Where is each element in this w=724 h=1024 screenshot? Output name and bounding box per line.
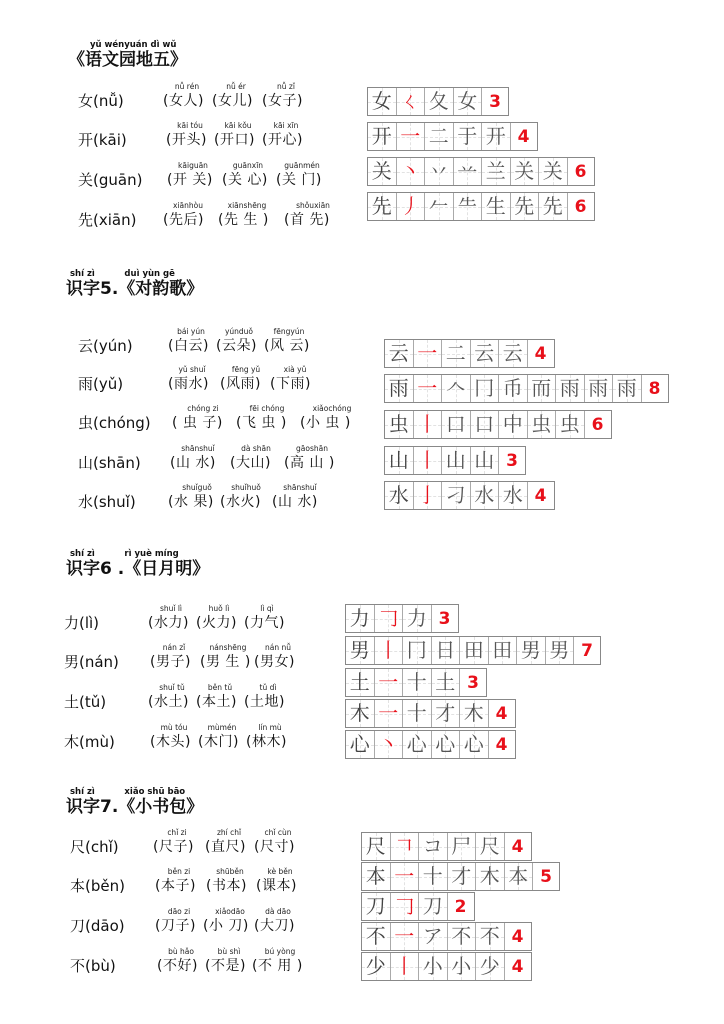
stroke-step-cell: ㄑ	[397, 88, 426, 115]
stroke-order-strip	[345, 699, 516, 728]
stroke-count: 3	[506, 450, 518, 471]
stroke-step-cell: 丿	[397, 193, 426, 220]
stroke-step-cell: 尺	[476, 833, 505, 860]
stroke-order-strip	[345, 604, 459, 633]
stroke-step-cell: 关	[539, 158, 568, 185]
stroke-step-cell: 雨	[556, 375, 585, 402]
stroke-char-cell: 尺	[362, 833, 391, 860]
stroke-step-cell: 关	[511, 158, 540, 185]
section-title-pinyin: shí zì rì yuè míng	[70, 549, 179, 559]
char-label: 虫(chóng)	[78, 414, 151, 432]
stroke-step-cell: 𠃌	[391, 893, 420, 920]
stroke-step-cell: 一	[391, 923, 420, 950]
stroke-step-cell: コ	[419, 833, 448, 860]
stroke-step-cell: 一	[391, 863, 420, 890]
stroke-step-cell: 水	[471, 482, 500, 509]
stroke-step-cell: 冂	[471, 375, 500, 402]
stroke-count: 8	[648, 378, 661, 399]
stroke-step-cell: 一	[414, 340, 443, 367]
stroke-count: 4	[534, 485, 547, 506]
stroke-step-cell: 丶	[397, 158, 426, 185]
stroke-step-cell: 丨	[391, 953, 420, 980]
stroke-order-strip	[384, 374, 669, 403]
stroke-count: 5	[540, 866, 552, 887]
stroke-step-cell: 小	[419, 953, 448, 980]
stroke-step-cell: 丷	[425, 158, 454, 185]
char-label: 开(kāi)	[78, 131, 127, 149]
stroke-step-cell: 云	[499, 340, 528, 367]
stroke-order-strip	[384, 339, 555, 368]
stroke-count: 4	[517, 126, 530, 147]
stroke-count: 3	[489, 91, 501, 112]
stroke-step-cell: 夂	[425, 88, 454, 115]
stroke-step-cell: 虫	[556, 411, 585, 438]
section-title-pinyin: shí zì xiǎo shū bāo	[70, 787, 186, 797]
stroke-step-cell: 女	[454, 88, 483, 115]
stroke-step-cell: 一	[375, 669, 404, 696]
stroke-step-cell: 生	[482, 193, 511, 220]
stroke-step-cell: 中	[499, 411, 528, 438]
stroke-order-strip	[361, 892, 475, 921]
stroke-step-cell: 冂	[403, 637, 432, 664]
stroke-order-strip	[361, 862, 560, 891]
stroke-step-cell: 小	[448, 953, 477, 980]
stroke-char-cell: 先	[368, 193, 397, 220]
stroke-step-cell: 雨	[613, 375, 642, 402]
stroke-order-strip	[367, 87, 509, 116]
stroke-step-cell: 木	[476, 863, 505, 890]
char-label: 本(běn)	[70, 877, 125, 895]
stroke-step-cell: 刀	[419, 893, 448, 920]
stroke-step-cell: 口	[442, 411, 471, 438]
stroke-step-cell: 𠆢	[442, 375, 471, 402]
stroke-count: 4	[495, 703, 508, 724]
stroke-step-cell: 心	[432, 731, 461, 758]
stroke-step-cell: 丨	[414, 447, 443, 474]
stroke-char-cell: 本	[362, 863, 391, 890]
stroke-order-strip	[367, 157, 595, 186]
char-label: 男(nán)	[64, 653, 119, 671]
stroke-step-cell: 土	[432, 669, 461, 696]
stroke-step-cell: ア	[419, 923, 448, 950]
stroke-step-cell: 二	[442, 340, 471, 367]
stroke-step-cell: 先	[539, 193, 568, 220]
stroke-step-cell: 尸	[448, 833, 477, 860]
stroke-char-cell: 刀	[362, 893, 391, 920]
stroke-step-cell: 男	[546, 637, 575, 664]
stroke-step-cell: 丨	[375, 637, 404, 664]
stroke-order-strip	[384, 410, 612, 439]
stroke-step-cell: 十	[403, 700, 432, 727]
stroke-step-cell: 日	[432, 637, 461, 664]
stroke-step-cell: 虫	[528, 411, 557, 438]
stroke-order-strip	[345, 668, 487, 697]
stroke-step-cell: 田	[489, 637, 518, 664]
stroke-char-cell: 少	[362, 953, 391, 980]
stroke-char-cell: 水	[385, 482, 414, 509]
stroke-step-cell: 𠂉	[425, 193, 454, 220]
stroke-char-cell: 关	[368, 158, 397, 185]
stroke-char-cell: 力	[346, 605, 375, 632]
stroke-char-cell: 女	[368, 88, 397, 115]
stroke-step-cell: 口	[471, 411, 500, 438]
stroke-count: 4	[511, 956, 524, 977]
stroke-step-cell: 䒑	[454, 158, 483, 185]
stroke-step-cell: 山	[442, 447, 471, 474]
char-label: 山(shān)	[78, 454, 141, 472]
stroke-count: 6	[591, 414, 604, 435]
char-label: 尺(chǐ)	[70, 838, 119, 856]
stroke-order-strip	[345, 636, 601, 665]
stroke-char-cell: 不	[362, 923, 391, 950]
section-title-text: 识字6 .《日月明》	[66, 559, 210, 579]
char-label: 关(guān)	[78, 171, 143, 189]
stroke-step-cell: 一	[397, 123, 426, 150]
stroke-step-cell: 二	[425, 123, 454, 150]
stroke-step-cell: 才	[432, 700, 461, 727]
stroke-step-cell: 本	[505, 863, 534, 890]
char-label: 水(shuǐ)	[78, 493, 136, 511]
stroke-step-cell: 才	[448, 863, 477, 890]
stroke-step-cell: 兰	[482, 158, 511, 185]
char-label: 木(mù)	[64, 733, 115, 751]
stroke-step-cell: 先	[511, 193, 540, 220]
stroke-order-strip	[361, 922, 532, 951]
stroke-count: 6	[574, 196, 587, 217]
stroke-step-cell: 十	[403, 669, 432, 696]
stroke-char-cell: 木	[346, 700, 375, 727]
stroke-step-cell: 刁	[442, 482, 471, 509]
stroke-count: 6	[574, 161, 587, 182]
char-label: 刀(dāo)	[70, 917, 125, 935]
stroke-step-cell: 丶	[375, 731, 404, 758]
stroke-char-cell: 土	[346, 669, 375, 696]
stroke-order-strip	[361, 832, 532, 861]
section-title-text: 《语文园地五》	[68, 50, 187, 70]
char-label: 先(xiān)	[78, 211, 137, 229]
stroke-order-strip	[345, 730, 516, 759]
stroke-step-cell: 心	[403, 731, 432, 758]
stroke-step-cell: 亅	[414, 482, 443, 509]
stroke-step-cell: 𠃍	[391, 833, 420, 860]
stroke-char-cell: 男	[346, 637, 375, 664]
stroke-step-cell: ⺧	[454, 193, 483, 220]
stroke-step-cell: 山	[471, 447, 500, 474]
stroke-char-cell: 雨	[385, 375, 414, 402]
stroke-char-cell: 山	[385, 447, 414, 474]
stroke-order-strip	[367, 122, 538, 151]
stroke-order-strip	[384, 446, 526, 475]
stroke-step-cell: 男	[517, 637, 546, 664]
stroke-step-cell: 心	[460, 731, 489, 758]
stroke-step-cell: 雨	[585, 375, 614, 402]
stroke-char-cell: 心	[346, 731, 375, 758]
stroke-step-cell: 木	[460, 700, 489, 727]
stroke-step-cell: 水	[499, 482, 528, 509]
stroke-count: 2	[454, 896, 467, 917]
stroke-count: 4	[534, 343, 547, 364]
char-label: 云(yún)	[78, 337, 133, 355]
stroke-count: 3	[467, 672, 479, 693]
section-title-pinyin: yǔ wényuán dì wǔ	[90, 40, 177, 50]
stroke-step-cell: 力	[403, 605, 432, 632]
char-label: 不(bù)	[70, 957, 116, 975]
stroke-step-cell: 丨	[414, 411, 443, 438]
section-title-text: 识字7.《小书包》	[66, 797, 204, 817]
stroke-step-cell: 不	[476, 923, 505, 950]
section-title-text: 识字5.《对韵歌》	[66, 279, 204, 299]
stroke-step-cell: 而	[528, 375, 557, 402]
stroke-order-strip	[367, 192, 595, 221]
stroke-count: 3	[438, 608, 451, 629]
stroke-step-cell: 于	[454, 123, 483, 150]
char-label: 女(nǚ)	[78, 92, 124, 110]
stroke-step-cell: 十	[419, 863, 448, 890]
stroke-char-cell: 虫	[385, 411, 414, 438]
stroke-char-cell: 开	[368, 123, 397, 150]
stroke-order-strip	[384, 481, 555, 510]
stroke-step-cell: 少	[476, 953, 505, 980]
char-label: 土(tǔ)	[64, 693, 107, 711]
stroke-step-cell: 一	[375, 700, 404, 727]
stroke-step-cell: 币	[499, 375, 528, 402]
stroke-char-cell: 云	[385, 340, 414, 367]
char-label: 雨(yǔ)	[78, 375, 124, 393]
stroke-count: 4	[511, 926, 524, 947]
section-title-pinyin: shí zì duì yùn gē	[70, 269, 175, 279]
stroke-count: 7	[581, 640, 593, 661]
stroke-order-strip	[361, 952, 532, 981]
stroke-step-cell: 𠃌	[375, 605, 404, 632]
stroke-step-cell: 田	[460, 637, 489, 664]
stroke-step-cell: 一	[414, 375, 443, 402]
stroke-step-cell: 不	[448, 923, 477, 950]
char-label: 力(lì)	[64, 614, 100, 632]
stroke-step-cell: 云	[471, 340, 500, 367]
stroke-count: 4	[511, 836, 524, 857]
stroke-step-cell: 开	[482, 123, 511, 150]
stroke-count: 4	[495, 734, 508, 755]
